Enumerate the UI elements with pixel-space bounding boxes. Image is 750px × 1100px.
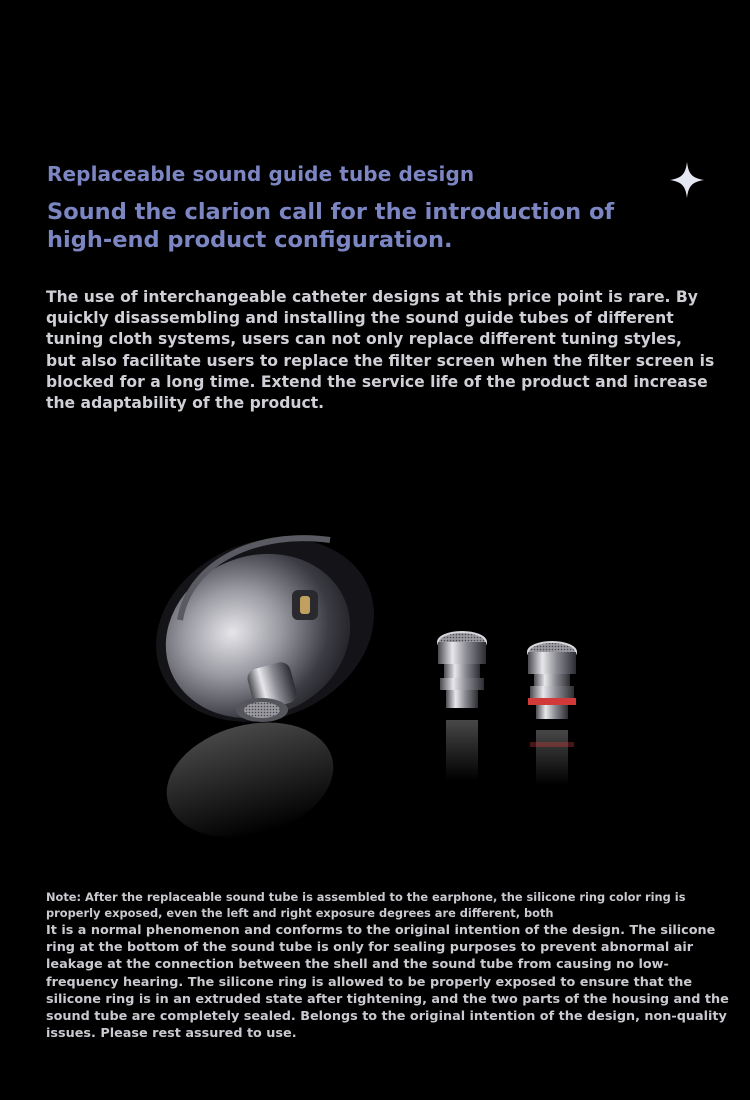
headline-line-1: Sound the clarion call for the introduction of (47, 199, 615, 225)
subtitle: Replaceable sound guide tube design (47, 162, 475, 186)
footer-body-text: It is a normal phenomenon and conforms to the original intention of the design. The silicone ring at the bottom of the sound tube is only for sealing purposes to prevent abnormal air leakage at the connection between the shell and the sound tube from causing no low-frequency hearing. The silicone ring is allowed to be properly exposed to ensure that the silicone ring is in an extruded state after tightening, and the two parts of the housing and the sound tube are completely sealed. Belongs to the original intention of the design, non-quality issues. Please rest assured to use. (46, 923, 729, 1042)
headline (47, 198, 647, 254)
sparkle-icon (668, 160, 706, 200)
headline-line-2: high-end product configuration. (47, 227, 453, 253)
description-text: The use of interchangeable catheter designs at this price point is rare. By quickly disassembling and installing the sound guide tubes of different tuning cloth systems, users can not only replace different tuning styles, but also facilitate users to replace the filter screen when the filter screen is blocked for a long time. Extend the service life of the product and increase the adaptability of the product. (46, 288, 715, 413)
earphone-product-image (140, 480, 620, 860)
sound-tube-red-ring (528, 642, 576, 785)
sound-tube-silver (438, 632, 486, 780)
note-text: Note: After the replaceable sound tube is assembled to the earphone, the silicone ring color ring is properly exposed, even the left and right exposure degrees are different, both (46, 890, 686, 920)
earphone-shell (140, 506, 402, 855)
